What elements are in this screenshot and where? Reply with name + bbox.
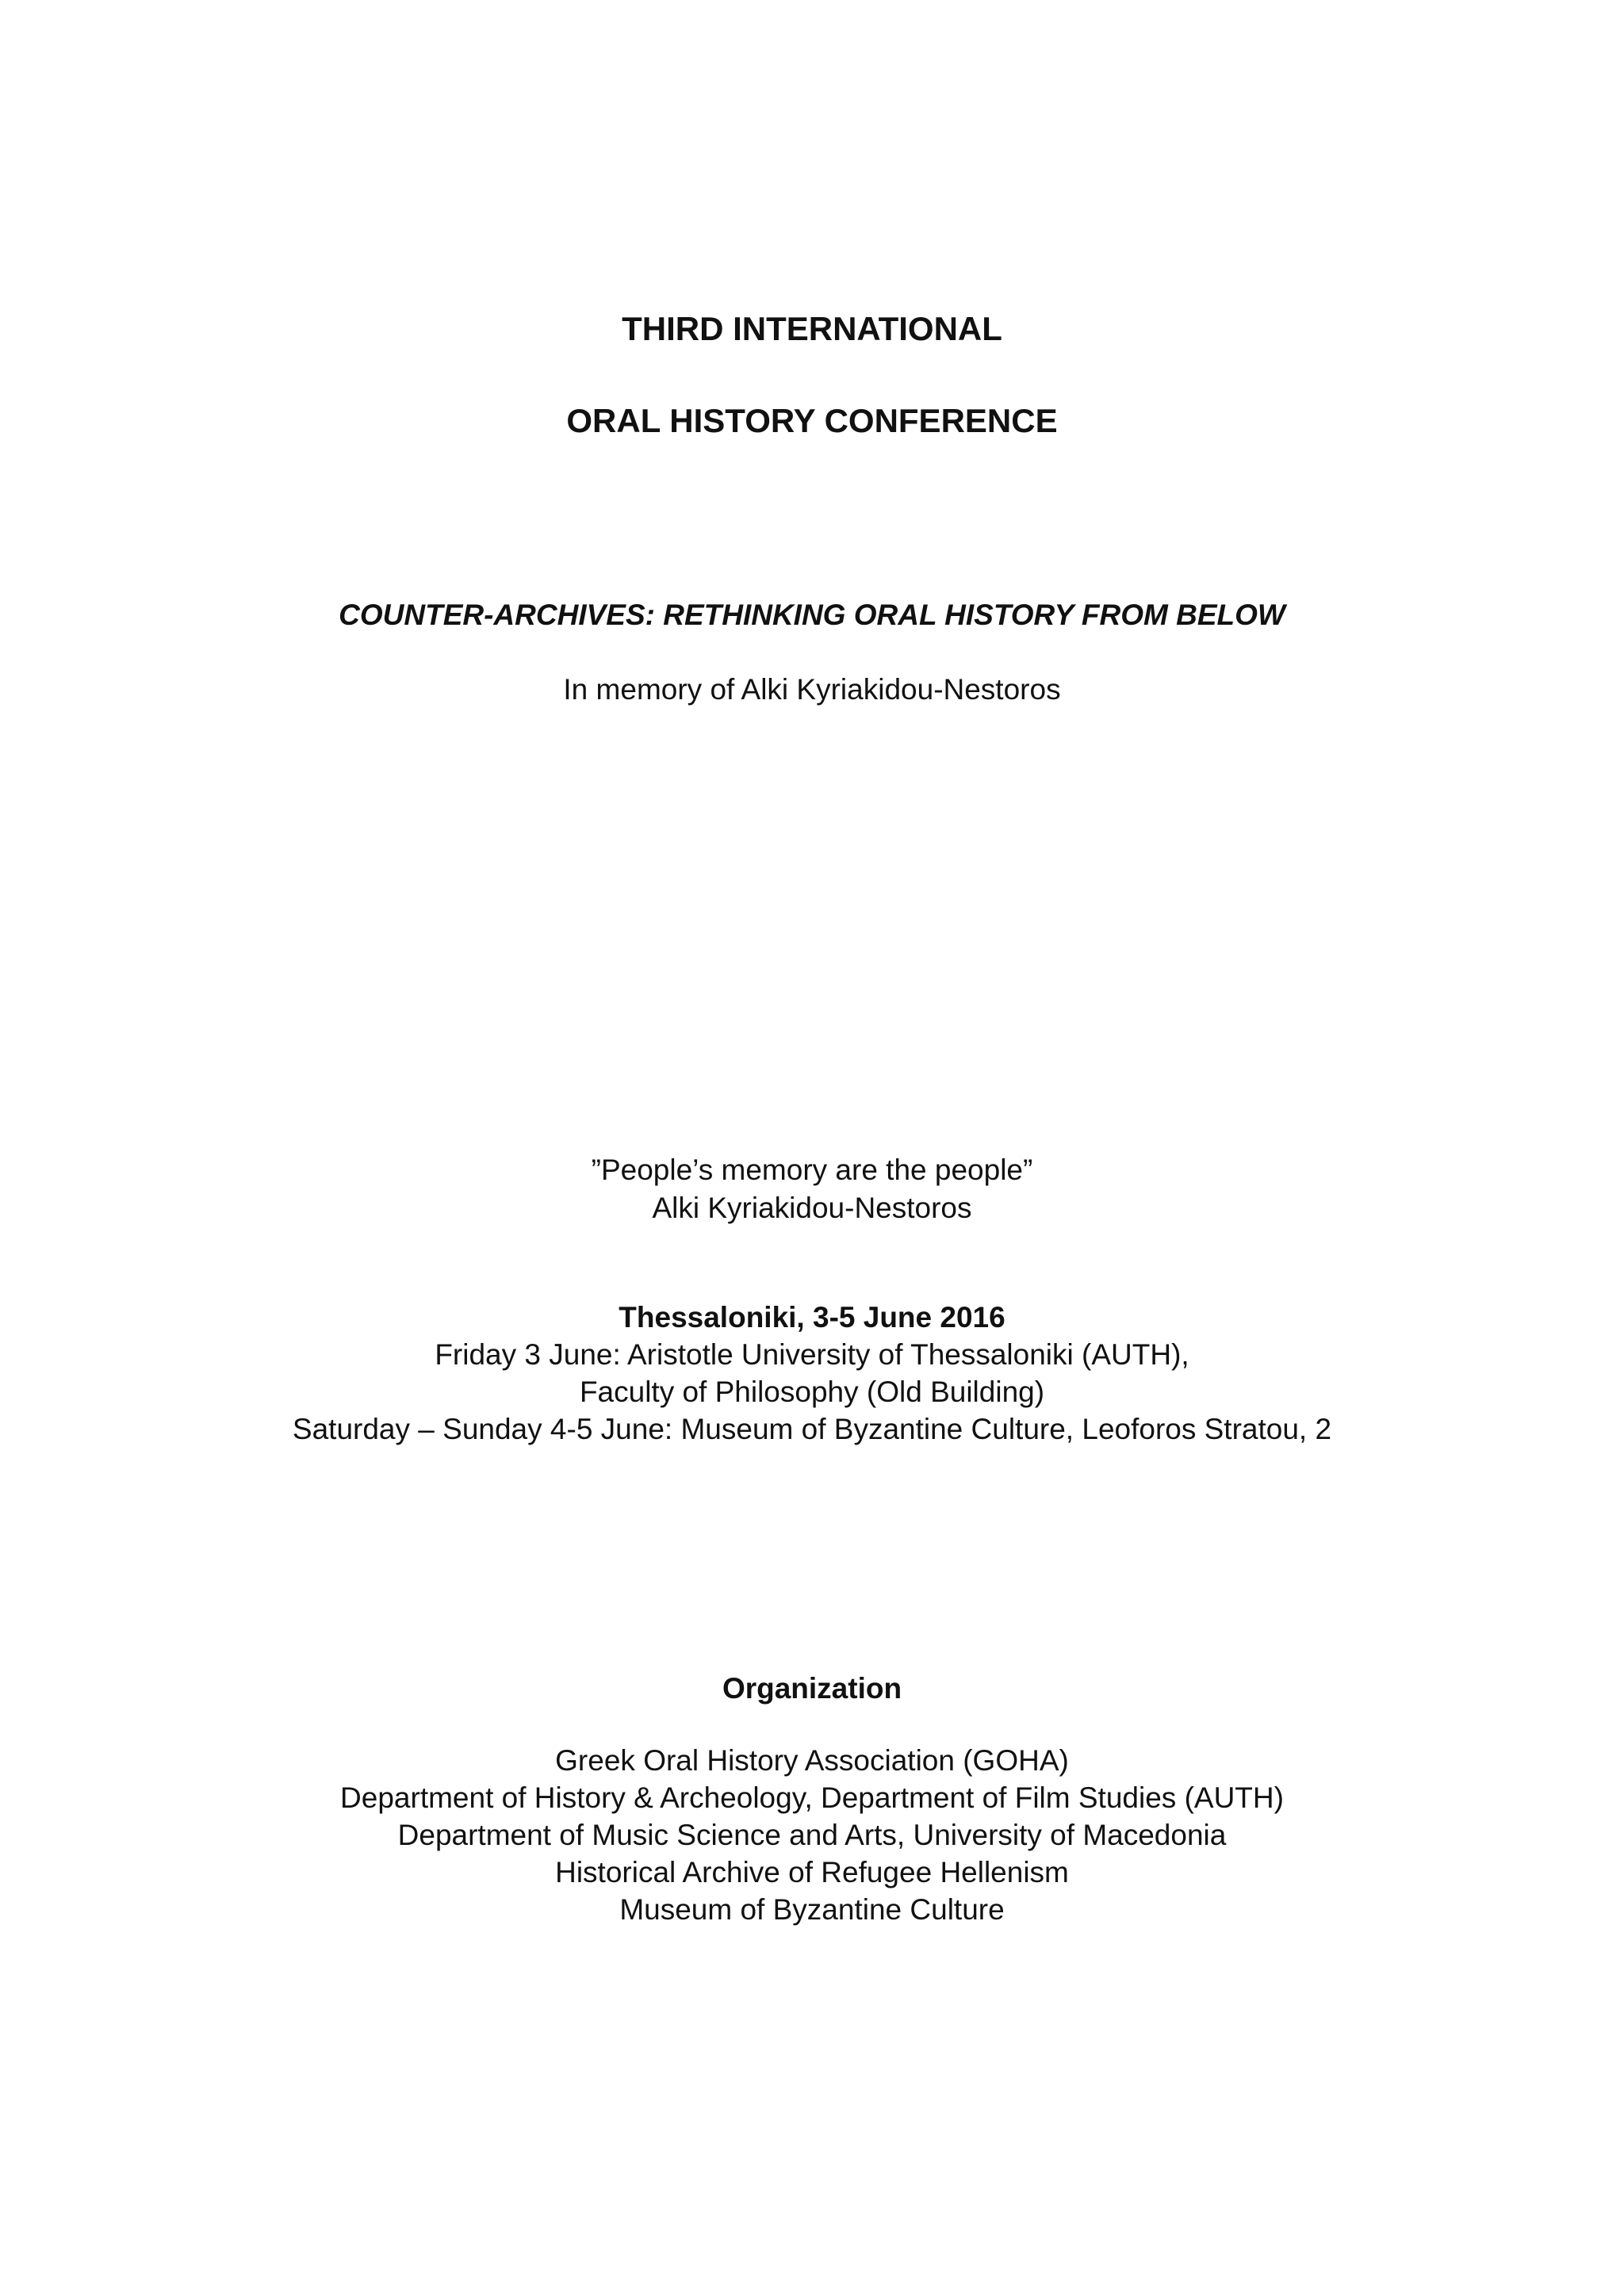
organizer-item: Department of History & Archeology, Department of Film Studies (AUTH) bbox=[340, 1781, 1284, 1814]
weekend-venue: Saturday – Sunday 4-5 June: Museum of Byzantine Culture, Leoforos Stratou, 2 bbox=[292, 1413, 1332, 1445]
organizer-item: Department of Music Science and Arts, University of Macedonia bbox=[397, 1819, 1227, 1851]
quote-author: Alki Kyriakidou-Nestoros bbox=[652, 1192, 972, 1224]
friday-venue-place: Faculty of Philosophy (Old Building) bbox=[579, 1376, 1045, 1408]
friday-venue: Friday 3 June: Aristotle University of Thessaloniki (AUTH), bbox=[435, 1338, 1189, 1371]
organizer-item: Greek Oral History Association (GOHA) bbox=[555, 1744, 1069, 1777]
conference-title-line-2: ORAL HISTORY CONFERENCE bbox=[566, 402, 1058, 439]
conference-title-line-1: THIRD INTERNATIONAL bbox=[622, 310, 1002, 347]
conference-theme: COUNTER-ARCHIVES: RETHINKING ORAL HISTORY FROM BELOW bbox=[339, 599, 1285, 631]
organization-heading: Organization bbox=[722, 1672, 902, 1705]
dedication: In memory of Alki Kyriakidou-Nestoros bbox=[563, 673, 1061, 706]
organizer-item: Historical Archive of Refugee Hellenism bbox=[555, 1856, 1069, 1888]
city-and-date: Thessaloniki, 3-5 June 2016 bbox=[619, 1301, 1005, 1334]
organizer-item: Museum of Byzantine Culture bbox=[619, 1893, 1005, 1926]
quote-text: ”People’s memory are the people” bbox=[591, 1154, 1033, 1186]
